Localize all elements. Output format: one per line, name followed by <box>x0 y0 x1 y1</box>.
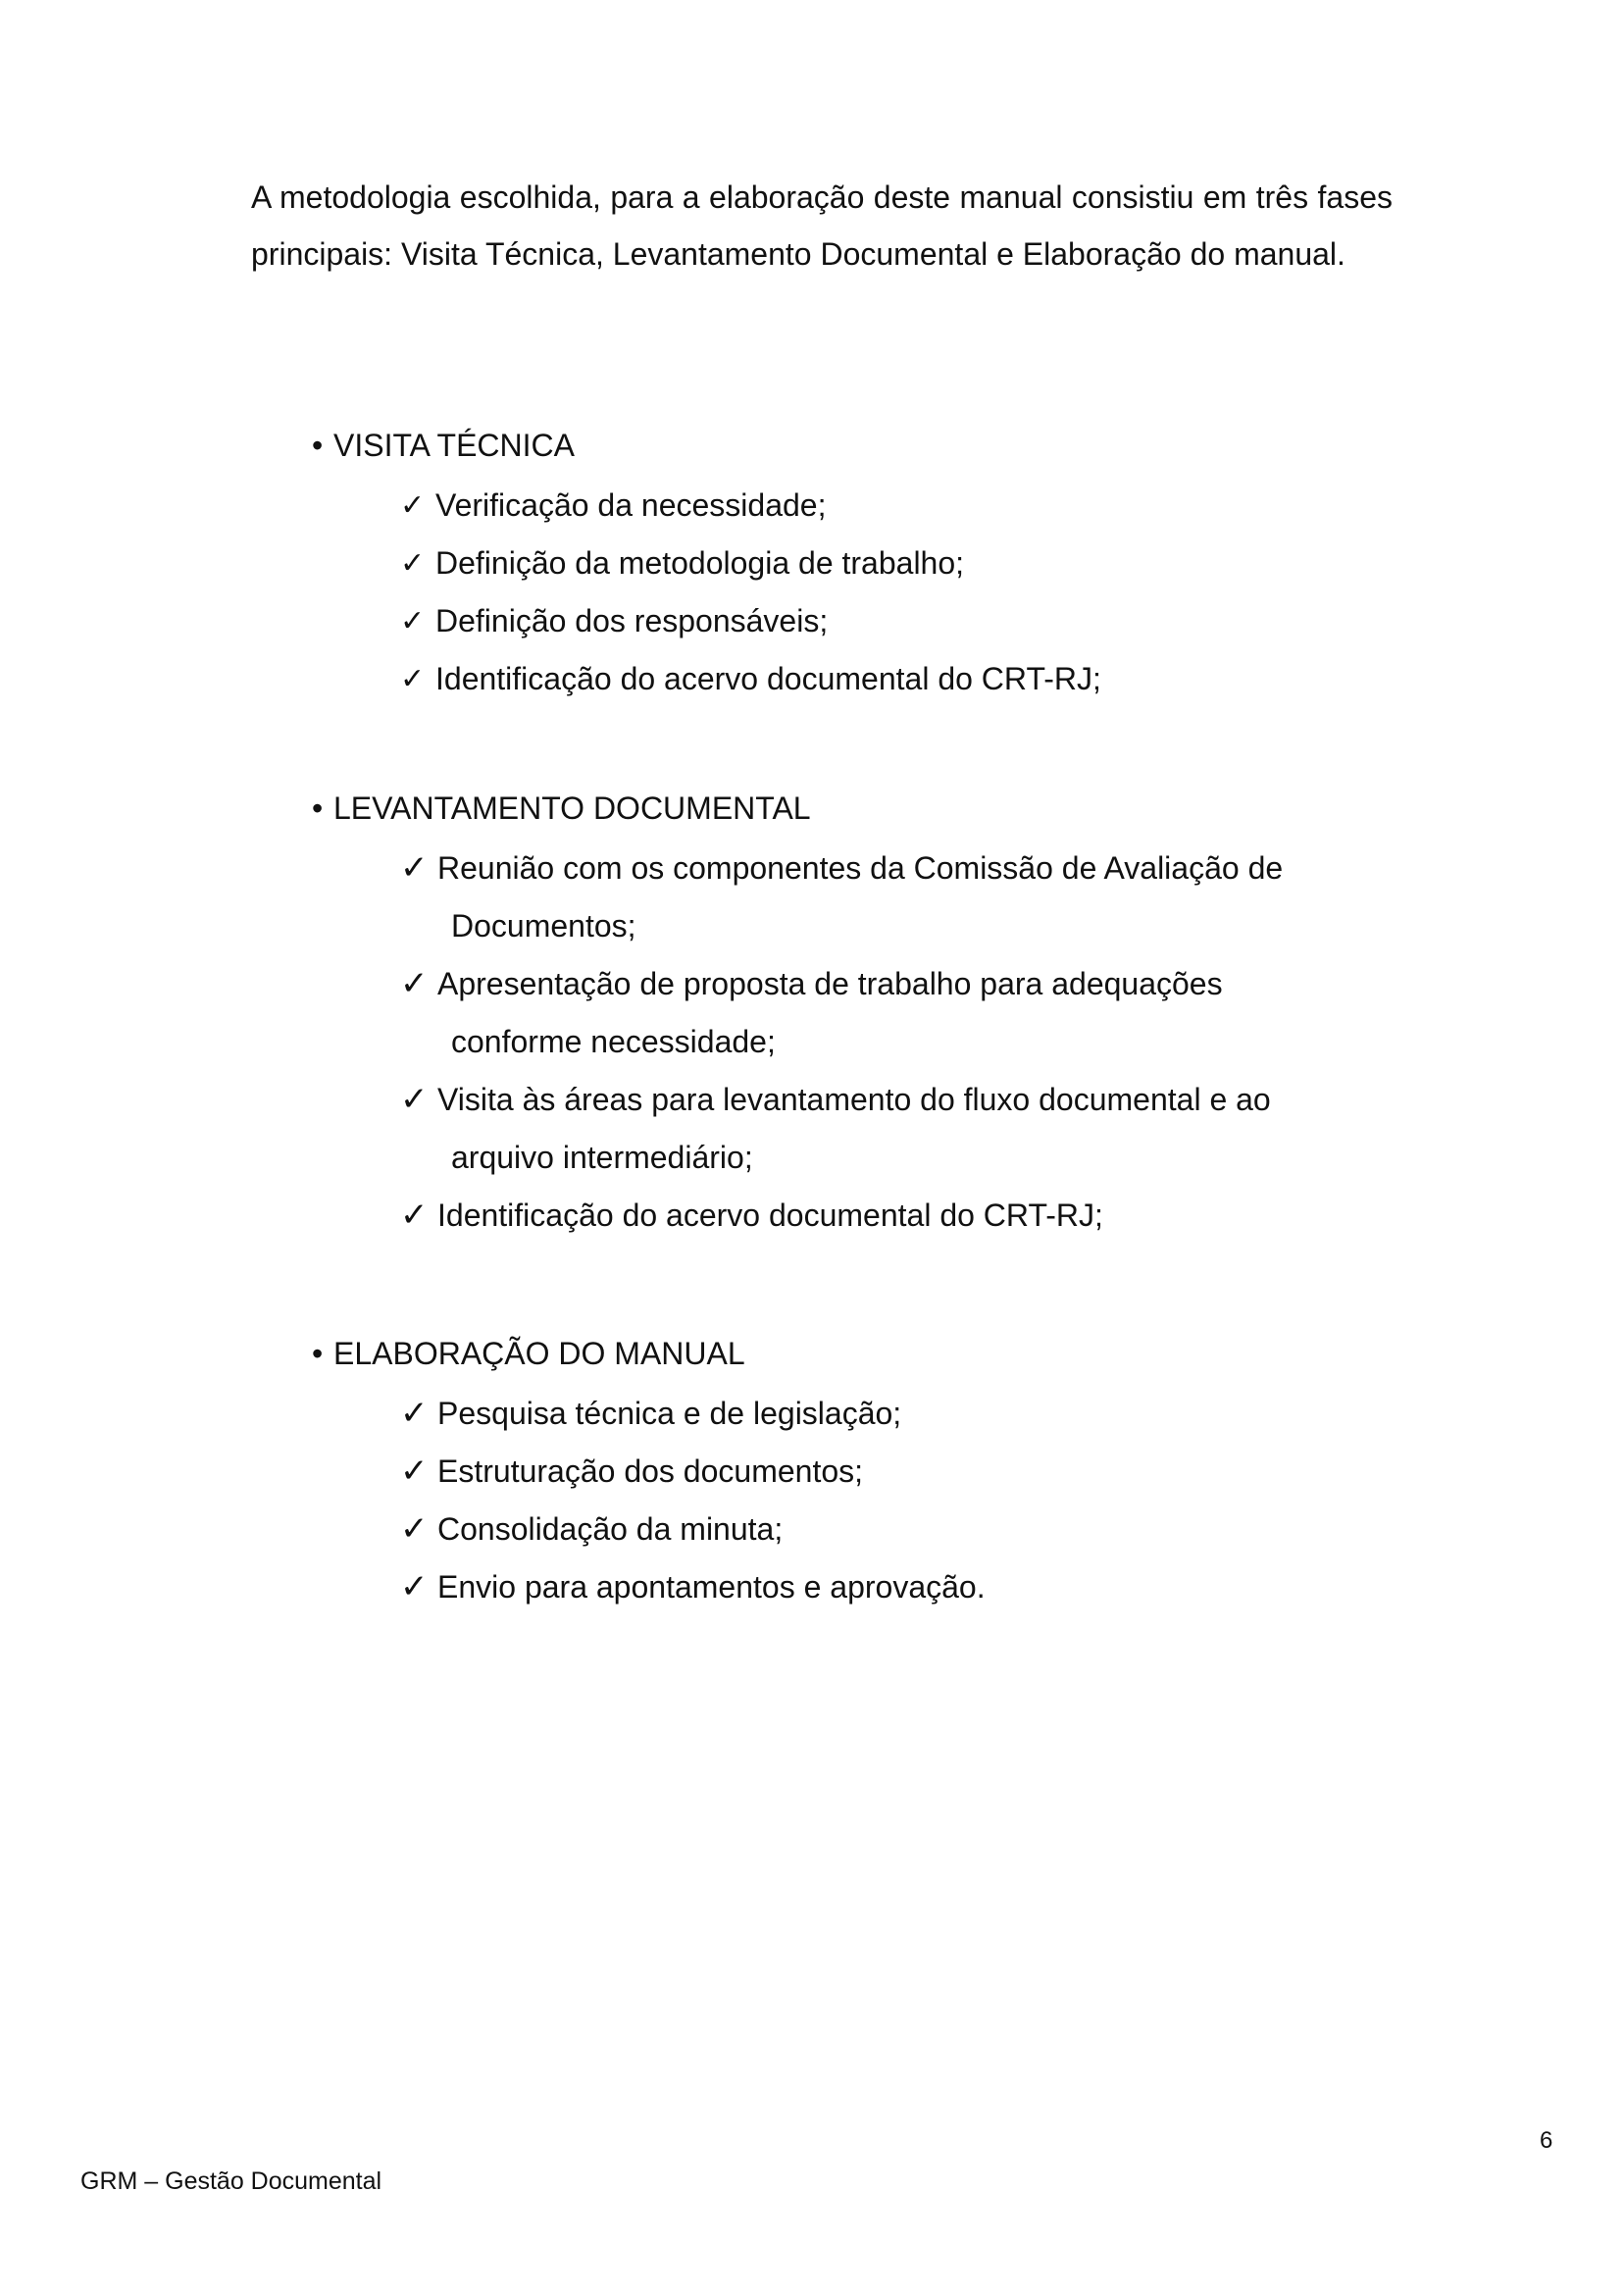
checkmark-icon: ✓ <box>400 1452 429 1491</box>
list-item-continuation: conforme necessidade; <box>451 1024 776 1059</box>
list-item-text: Pesquisa técnica e de legislação; <box>437 1396 902 1431</box>
bullet-icon: • <box>312 790 324 826</box>
list-item-text: Apresentação de proposta de trabalho para adequações <box>437 966 1223 1001</box>
checkmark-icon: ✓ <box>400 848 429 888</box>
checkmark-icon: ✓ <box>400 662 426 696</box>
section-title: VISITA TÉCNICA <box>333 428 575 463</box>
list-item <box>400 1071 1283 1187</box>
list-item-text: Envio para apontamentos e aprovação. <box>437 1569 986 1605</box>
list-item <box>400 477 1101 535</box>
list-item <box>400 592 1101 650</box>
footer-text: GRM – Gestão Documental <box>80 2167 382 2195</box>
list-item <box>400 1558 986 1616</box>
checkmark-icon: ✓ <box>400 1567 429 1606</box>
section-title: LEVANTAMENTO DOCUMENTAL <box>333 790 811 826</box>
list-item <box>400 1501 986 1558</box>
section-heading-levantamento-documental <box>312 789 811 828</box>
checkmark-icon: ✓ <box>400 1394 429 1433</box>
list-item <box>400 650 1101 708</box>
list-item-text: Identificação do acervo documental do CRT-RJ; <box>437 1198 1103 1233</box>
list-item-continuation: Documentos; <box>451 908 636 943</box>
list-item-text: Visita às áreas para levantamento do fluxo documental e ao <box>437 1082 1271 1117</box>
list-item <box>400 955 1283 1071</box>
list-item-text: Estruturação dos documentos; <box>437 1453 864 1489</box>
list-item-text: Definição dos responsáveis; <box>435 603 829 638</box>
checklist-levantamento-documental <box>400 840 1283 1245</box>
bullet-icon: • <box>312 1336 324 1371</box>
checkmark-icon: ✓ <box>400 1509 429 1549</box>
bullet-icon: • <box>312 428 324 463</box>
checkmark-icon: ✓ <box>400 1080 429 1119</box>
checkmark-icon: ✓ <box>400 546 426 581</box>
list-item-text: Verificação da necessidade; <box>435 487 827 523</box>
list-item <box>400 1187 1283 1245</box>
list-item-text: Identificação do acervo documental do CRT-RJ; <box>435 661 1101 696</box>
page-number: 6 <box>1540 2127 1553 2154</box>
list-item <box>400 840 1283 955</box>
section-title: ELABORAÇÃO DO MANUAL <box>333 1336 745 1371</box>
list-item <box>400 1385 986 1443</box>
list-item-text: Reunião com os componentes da Comissão de Avaliação de <box>437 850 1284 886</box>
checklist-elaboracao-do-manual <box>400 1385 986 1616</box>
checklist-visita-tecnica <box>400 477 1101 708</box>
list-item-continuation: arquivo intermediário; <box>451 1140 753 1175</box>
section-heading-visita-tecnica <box>312 426 575 465</box>
checkmark-icon: ✓ <box>400 604 426 638</box>
checkmark-icon: ✓ <box>400 964 429 1003</box>
checkmark-icon: ✓ <box>400 1196 429 1235</box>
list-item-text: Definição da metodologia de trabalho; <box>435 545 965 581</box>
list-item <box>400 535 1101 592</box>
checkmark-icon: ✓ <box>400 488 426 523</box>
intro-paragraph: A metodologia escolhida, para a elaboração deste manual consistiu em três fases principais: Visita Técnica, Levantamento Documental e Elaboração do manual. <box>251 179 1393 272</box>
section-heading-elaboracao-do-manual <box>312 1334 745 1373</box>
list-item-text: Consolidação da minuta; <box>437 1511 784 1547</box>
list-item <box>400 1443 986 1501</box>
